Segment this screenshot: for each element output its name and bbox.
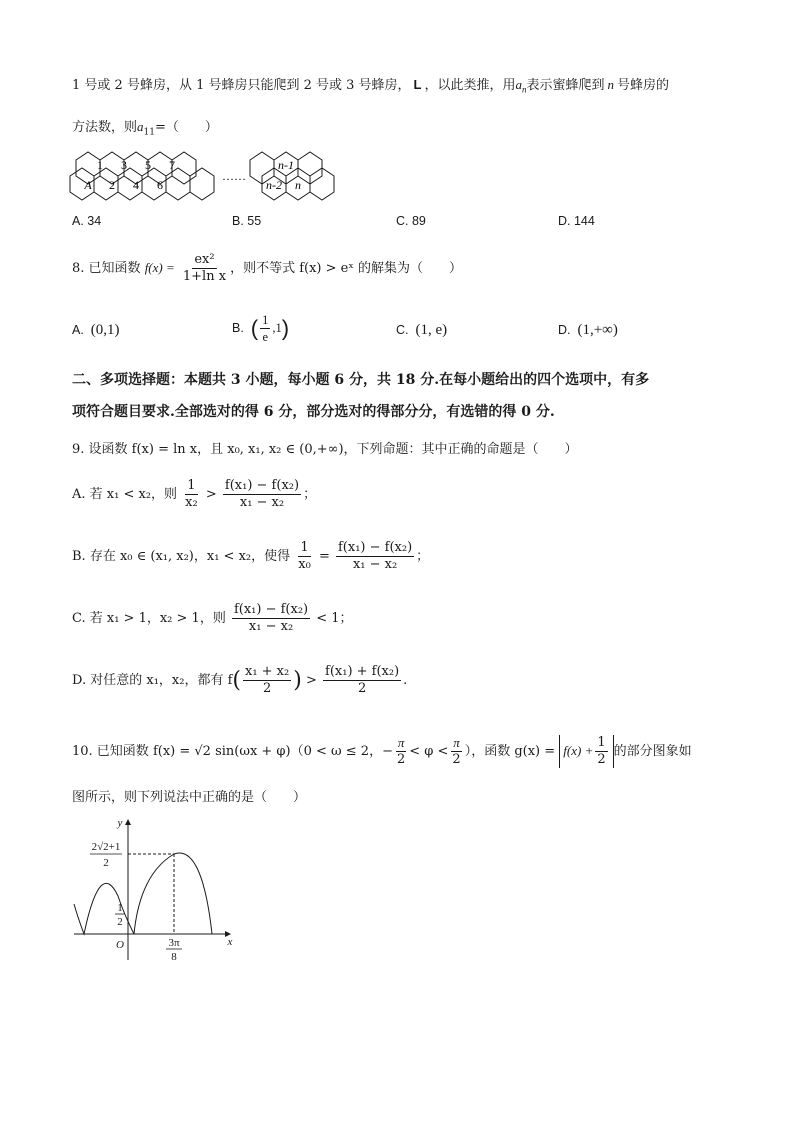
cell-label: 1	[97, 158, 103, 172]
honeycomb-figure	[66, 148, 336, 202]
x-axis-label: x	[227, 936, 233, 948]
graph-curve	[134, 853, 212, 934]
peak-label-den: 2	[103, 857, 109, 869]
half-label-den: 2	[117, 916, 123, 928]
q8-option-c[interactable]: C. (1, e)	[396, 322, 448, 338]
q7-line2: 方法数，则$a_{11}=$（ ）	[72, 119, 218, 138]
half-label-num: 1	[117, 902, 123, 914]
cell-dots: ……	[222, 169, 246, 183]
q8-option-d[interactable]: D. (1,+∞)	[558, 322, 618, 338]
cell-label: 5	[145, 158, 151, 172]
q10-stem-line1: 10. 已知函数 f(x) = √2 sin(ωx + φ)（0 < ω ≤ 2，− $\frac{\pi}{2}$ < φ < $\frac{\pi}{2}$ ），函数 g(x) = f(x) + $\frac{1}{2}$ 的部分图象如	[72, 735, 692, 767]
q9-option-c[interactable]: C. 若 x₁ > 1，x₂ > 1，则 $\frac{\text{f(x₁) − f(x₂)}}{\text{x₁ − x₂}}$ < 1；	[72, 602, 353, 634]
cell-label: A	[84, 178, 92, 192]
q8-option-a[interactable]: A. (0,1)	[72, 322, 120, 338]
section2-heading-line2: 项符合题目要求.全部选对的得 6 分，部分选对的得部分分，有选错的得 0 分.	[72, 404, 555, 420]
graph-curve	[74, 883, 134, 934]
q9-option-b[interactable]: B. 存在 x₀ ∈ (x₁, x₂)，x₁ < x₂，使得 $\frac{1}{\text{x₀}}$ = $\frac{\text{f(x₁) − f(x₂)}}{\text{x₁ − x₂}}$ ；	[72, 540, 430, 572]
y-axis-label: y	[117, 817, 123, 829]
cell-label: n-2	[266, 178, 282, 192]
cell-label: n	[295, 178, 301, 192]
q9-stem: 9. 设函数 f(x) = ln x，且 x₀, x₁, x₂ ∈ (0,+∞)，下列命题：其中正确的命题是（ ）	[72, 442, 578, 457]
origin-label: O	[116, 939, 124, 951]
q7-option-c[interactable]: C. 89	[396, 214, 426, 228]
q7-option-a[interactable]: A. 34	[72, 214, 102, 228]
cell-label: 2	[109, 178, 115, 192]
q7-option-b[interactable]: B. 55	[232, 214, 262, 228]
tick-label-num: 3π	[168, 937, 180, 949]
q9-option-a[interactable]: A. 若 x₁ < x₂，则 $\frac{1}{\text{x₂}}$ > $\frac{\text{f(x₁) − f(x₂)}}{\text{x₁ − x₂}}$ ；	[72, 478, 317, 510]
q7-line1: 1 号或 2 号蜂房，从 1 号蜂房只能爬到 2 号或 3 号蜂房， L ，以此类推，用$a_n$表示蜜蜂爬到 n 号蜂房的	[72, 77, 670, 95]
q7-option-d[interactable]: D. 144	[558, 214, 595, 228]
cell-label: 3	[121, 158, 127, 172]
q8-option-b[interactable]: B. ( $\frac{1}{e}$ ,1)	[232, 313, 290, 344]
cell-label: 7	[169, 158, 175, 172]
q8-stem: 8. 已知函数 f(x) = $\frac{\text{ex²}}{\text{1+ln x}}$ ，则不等式 f(x) > eˣ 的解集为（ ）	[72, 252, 462, 284]
ellipsis-symbol: L	[413, 77, 422, 92]
q9-option-d[interactable]: D. 对任意的 x₁，x₂，都有 f( $\frac{\text{x₁ + x₂}}{2}$ ) > $\frac{\text{f(x₁) + f(x₂)}}{2}$ .	[72, 664, 408, 696]
q10-graph	[70, 814, 240, 964]
tick-label-den: 8	[171, 951, 177, 963]
cell-label: 6	[157, 178, 163, 192]
cell-label: 4	[133, 178, 139, 192]
section2-heading-line1: 二、多项选择题：本题共 3 小题，每小题 6 分，共 18 分.在每小题给出的四个选项中，有多	[72, 372, 650, 388]
cell-label: n-1	[278, 158, 294, 172]
q10-stem-line2: 图所示，则下列说法中正确的是（ ）	[72, 790, 307, 805]
peak-label-num: 2√2+1	[91, 841, 121, 853]
